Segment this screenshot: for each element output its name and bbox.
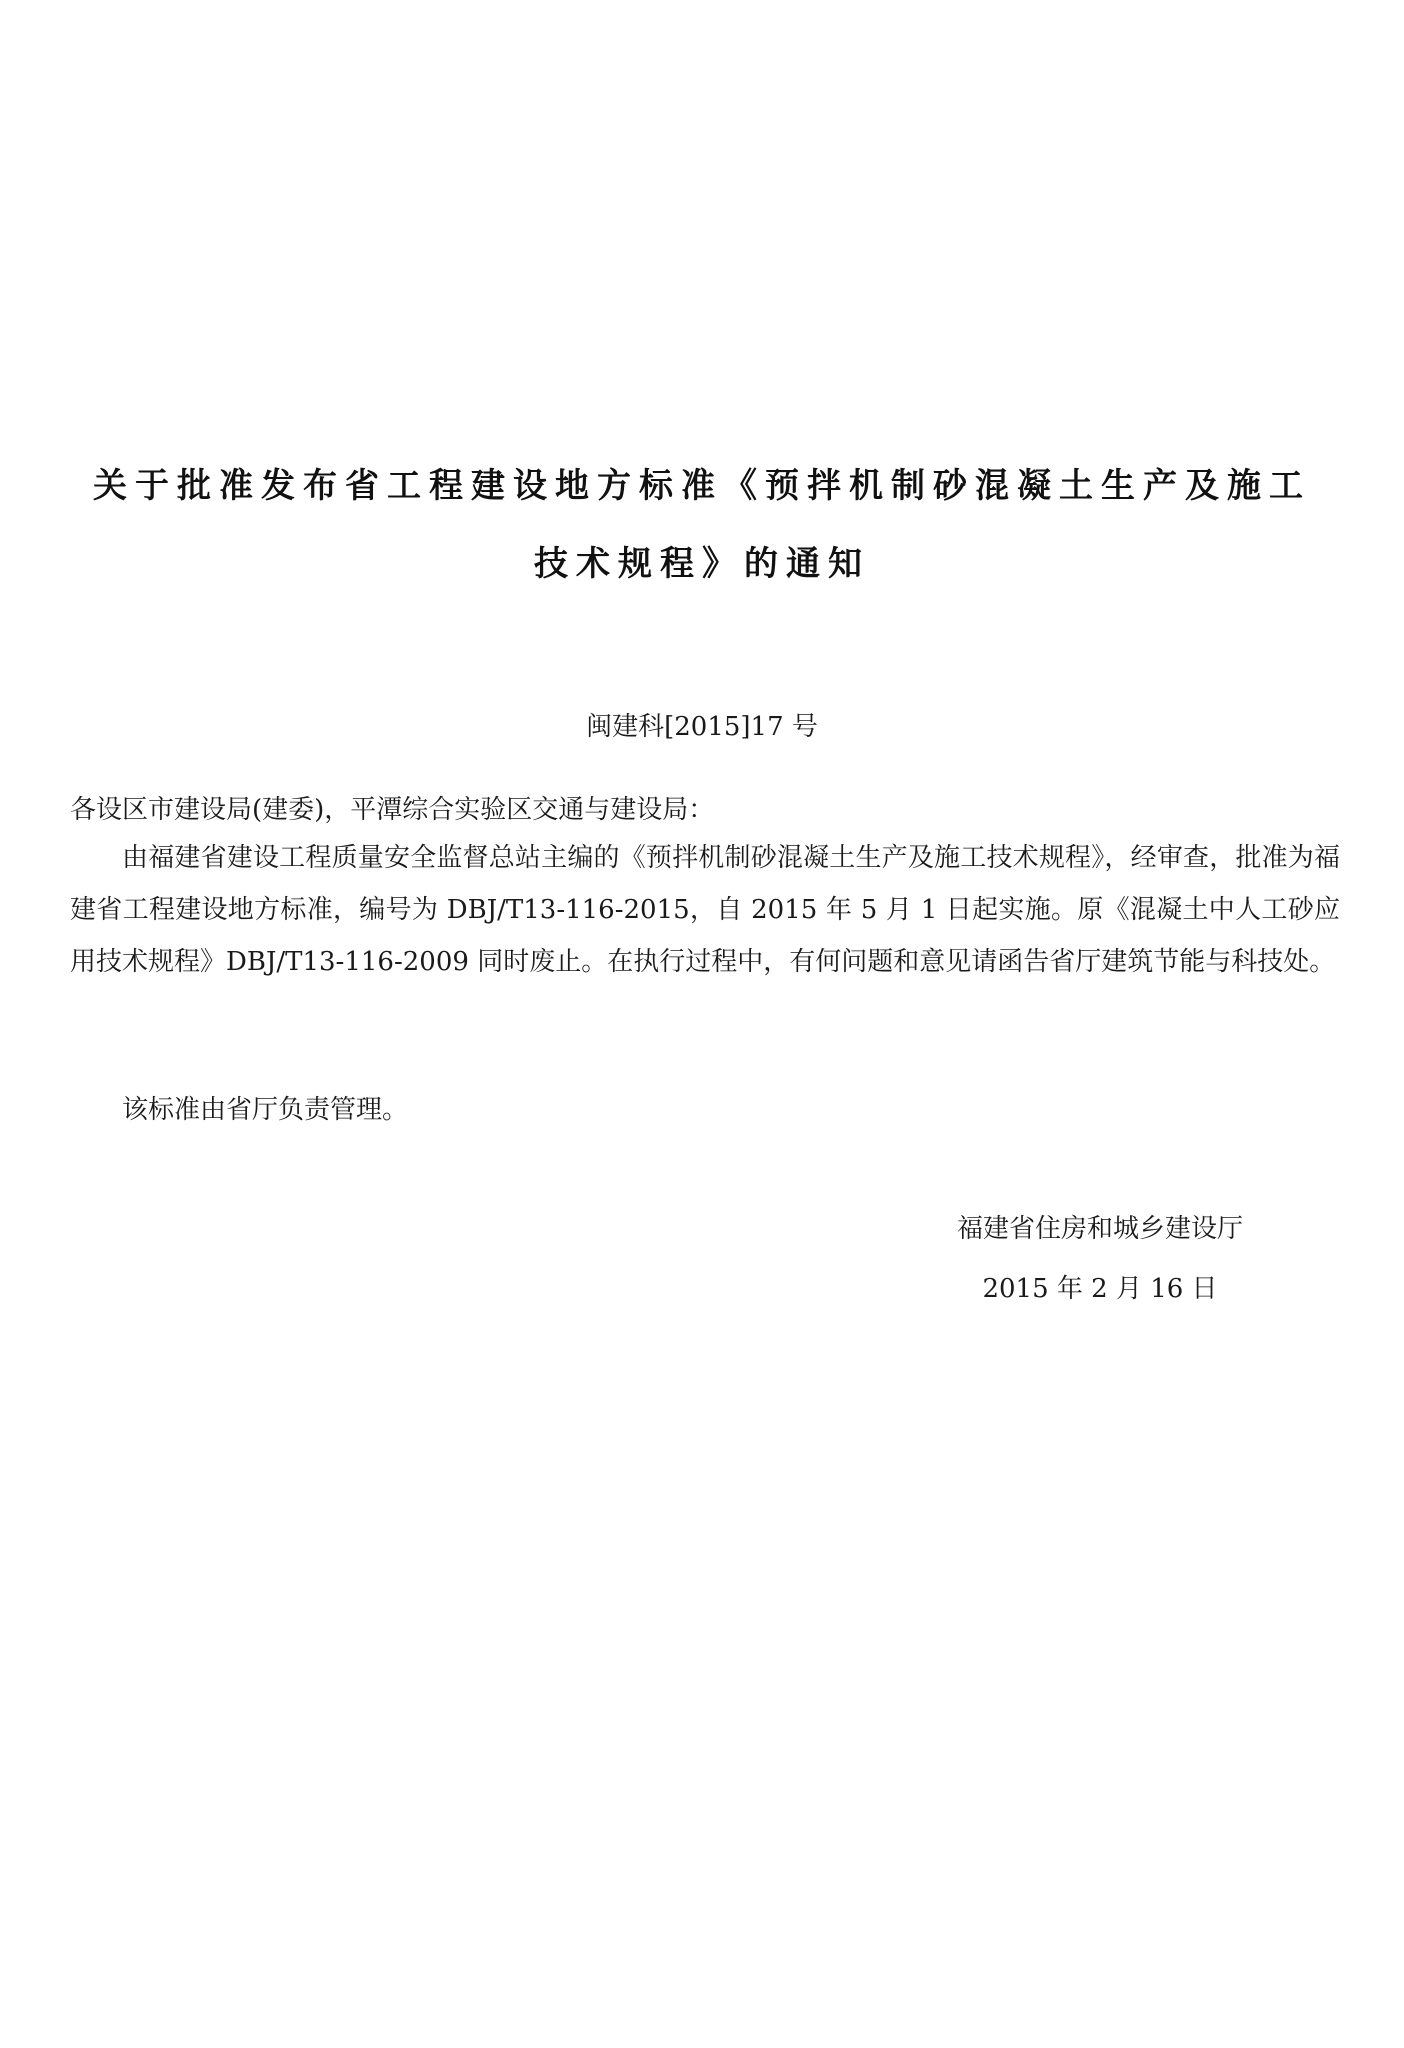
document-title-line-2: 技术规程》的通知 [534,544,870,584]
body-paragraph-1: 由福建省建设工程质量安全监督总站主编的《预拌机制砂混凝土生产及施工技术规程》，经审查，批准为福建省工程建设地方标准，编号为 DBJ/T13-116-2015，自 2015 年 5 月 1 日起实施。原《混凝土中人工砂应用技术规程》DBJ/T13-116-2009 同时废止。在执行过程中，有何问题和意见请函告省厅建筑节能与科技处。 [70,843,1340,977]
issue-date: 2015 年 2 月 16 日 [982,1274,1218,1304]
issuing-authority: 福建省住房和城乡建设厅 [956,1214,1243,1244]
addressee: 各设区市建设局(建委)，平潭综合实验区交通与建设局： [70,795,715,825]
document-title-line-1: 关于批准发布省工程建设地方标准《预拌机制砂混凝土生产及施工 [93,466,1311,506]
body-paragraph-2: 该标准由省厅负责管理。 [122,1095,409,1125]
document-number: 闽建科[2015]17 号 [586,712,818,742]
